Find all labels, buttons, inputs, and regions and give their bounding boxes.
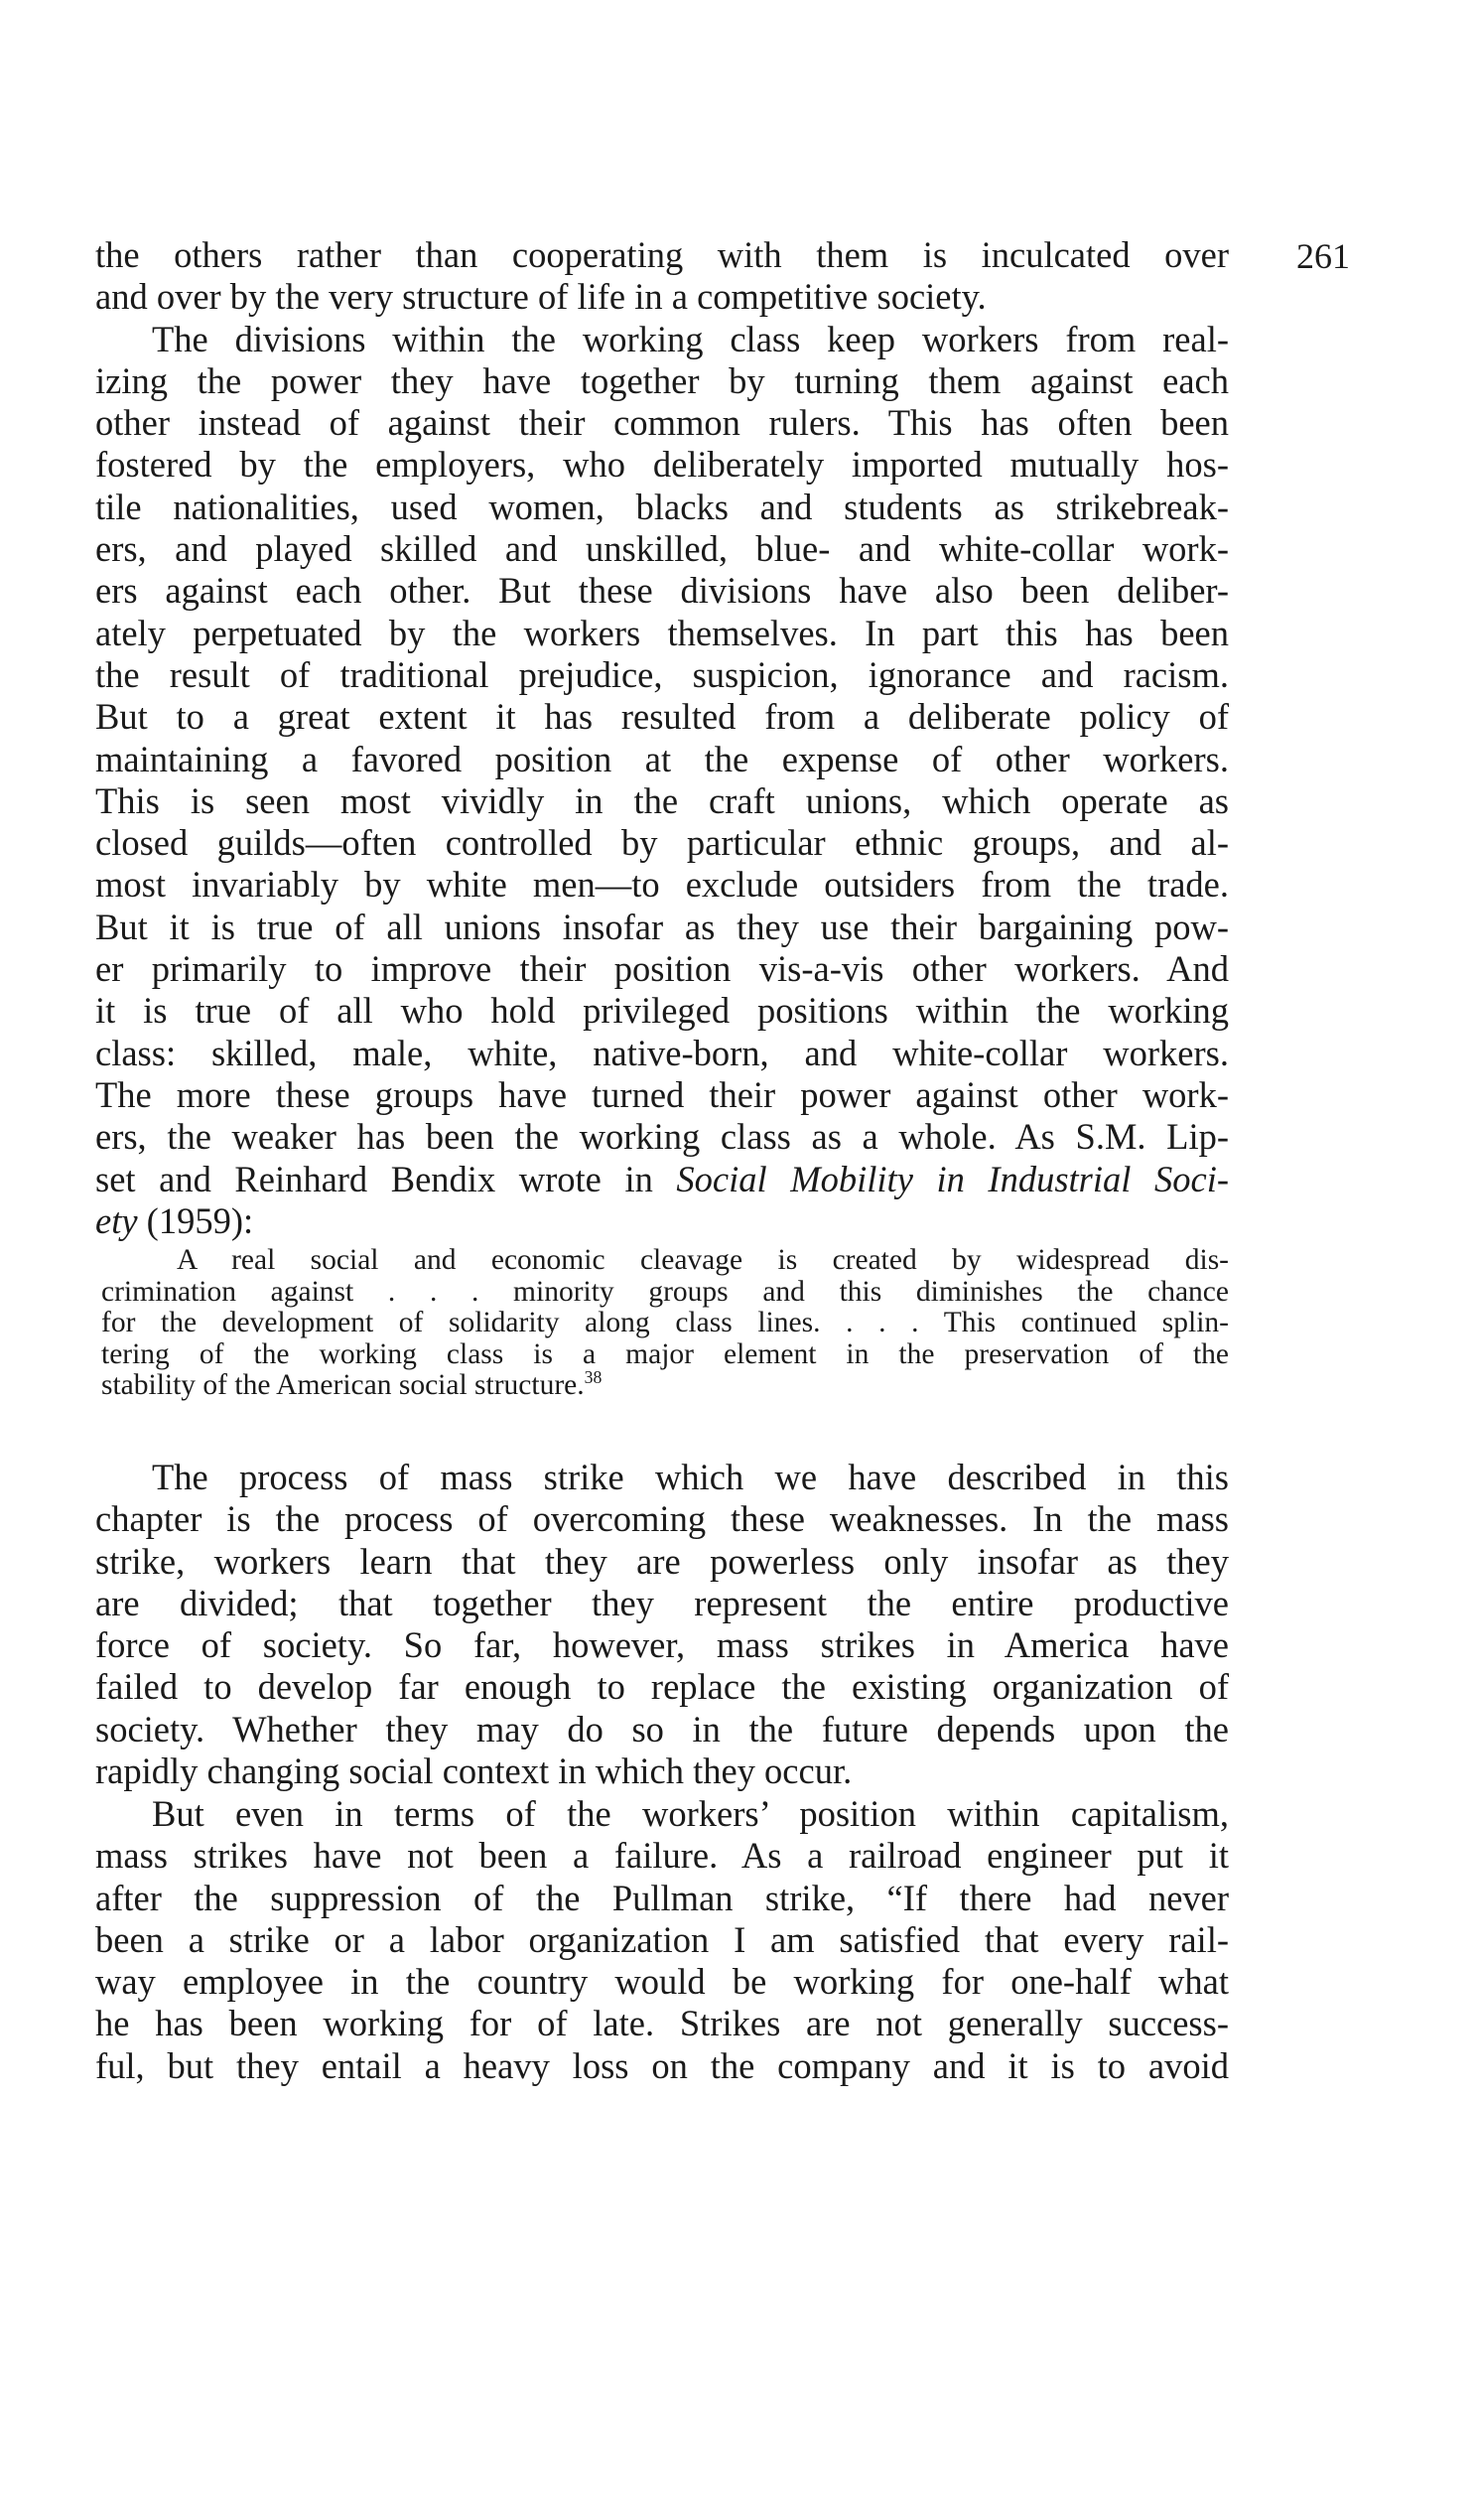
text-line: force of society. So far, however, mass strikes in America have	[95, 1624, 1229, 1666]
text-line: the others rather than cooperating with them is inculcated over	[95, 234, 1229, 275]
text-run: stability of the American social structure.	[101, 1369, 585, 1402]
text-line: ers against each other. But these divisions have also been deliber-	[95, 570, 1229, 612]
text-line: it is true of all who hold privileged positions within the working	[95, 990, 1229, 1032]
book-title: Social Mobility in Industrial Soci-	[676, 1158, 1229, 1199]
text-line: he has been working for of late. Strikes are not generally success-	[95, 2003, 1229, 2044]
footnote-marker: 38	[584, 1367, 603, 1388]
text-line: tile nationalities, used women, blacks and students as strikebreak-	[95, 486, 1229, 527]
paragraph-block-1	[95, 234, 1229, 1242]
text-line: way employee in the country would be working for one-half what	[95, 1961, 1229, 2003]
paragraph-block-2	[95, 1457, 1229, 1792]
text-line: This is seen most vividly in the craft unions, which operate as	[95, 779, 1229, 821]
text-line: But even in terms of the workers’ position within capitalism,	[152, 1793, 1229, 1834]
text-line: chapter is the process of overcoming these weaknesses. In the mass	[95, 1498, 1229, 1540]
text-line	[95, 1200, 1229, 1242]
block-quote	[101, 1245, 1229, 1402]
text-line: The more these groups have turned their power against other work-	[95, 1073, 1229, 1115]
quote-line: crimination against . . . minority groups and this diminishes the chance	[101, 1275, 1229, 1308]
page-number: 261	[1296, 236, 1350, 276]
text-line: fostered by the employers, who deliberately imported mutually hos-	[95, 444, 1229, 486]
text-line: izing the power they have together by turning them against each	[95, 359, 1229, 401]
text-line: ately perpetuated by the workers themselves. In part this has been	[95, 612, 1229, 653]
text-line: class: skilled, male, white, native-born, and white-collar workers.	[95, 1032, 1229, 1073]
quote-line: A real social and economic cleavage is created by widespread dis-	[177, 1244, 1229, 1276]
text-line: The process of mass strike which we have described in this	[152, 1457, 1229, 1497]
text-run: set and Reinhard Bendix wrote in	[95, 1158, 677, 1199]
text-line: ers, and played skilled and unskilled, blue- and white-collar work-	[95, 528, 1229, 570]
text-line: er primarily to improve their position vis-a-vis other workers. And	[95, 948, 1229, 990]
paragraph-block-3	[95, 1793, 1229, 2087]
text-line: The divisions within the working class keep workers from real-	[152, 318, 1229, 359]
text-line: ful, but they entail a heavy loss on the company and it is to avoid	[95, 2044, 1229, 2086]
text-line: But it is true of all unions insofar as they use their bargaining pow-	[95, 906, 1229, 947]
text-line: rapidly changing social context in which they occur.	[95, 1750, 853, 1792]
text-line: and over by the very structure of life in a competitive society.	[95, 276, 987, 318]
quote-line: tering of the working class is a major element in the preservation of the	[101, 1337, 1229, 1370]
text-line: failed to develop far enough to replace the existing organization of	[95, 1666, 1229, 1708]
text-line: are divided; that together they represent the entire productive	[95, 1582, 1229, 1623]
text-line: been a strike or a labor organization I am satisfied that every rail-	[95, 1918, 1229, 1960]
quote-line: for the development of solidarity along class lines. . . . This continued splin-	[101, 1307, 1229, 1339]
text-line	[95, 1159, 1229, 1200]
text-line: other instead of against their common rulers. This has often been	[95, 402, 1229, 444]
text-line: strike, workers learn that they are powerless only insofar as they	[95, 1540, 1229, 1582]
text-line: mass strikes have not been a failure. As a railroad engineer put it	[95, 1835, 1229, 1877]
text-line: society. Whether they may do so in the future depends upon the	[95, 1708, 1229, 1750]
book-title-continued: ety	[95, 1199, 138, 1241]
text-line: after the suppression of the Pullman strike, “If there had never	[95, 1877, 1229, 1918]
text-line: the result of traditional prejudice, suspicion, ignorance and racism.	[95, 653, 1229, 695]
text-line: most invariably by white men—to exclude outsiders from the trade.	[95, 864, 1229, 906]
text-run: (1959):	[137, 1199, 254, 1241]
text-line: closed guilds—often controlled by particular ethnic groups, and al-	[95, 822, 1229, 864]
quote-line	[101, 1367, 1229, 1402]
text-line: But to a great extent it has resulted from a deliberate policy of	[95, 696, 1229, 738]
text-line: ers, the weaker has been the working class as a whole. As S.M. Lip-	[95, 1116, 1229, 1158]
text-line: maintaining a favored position at the expense of other workers.	[95, 738, 1229, 779]
